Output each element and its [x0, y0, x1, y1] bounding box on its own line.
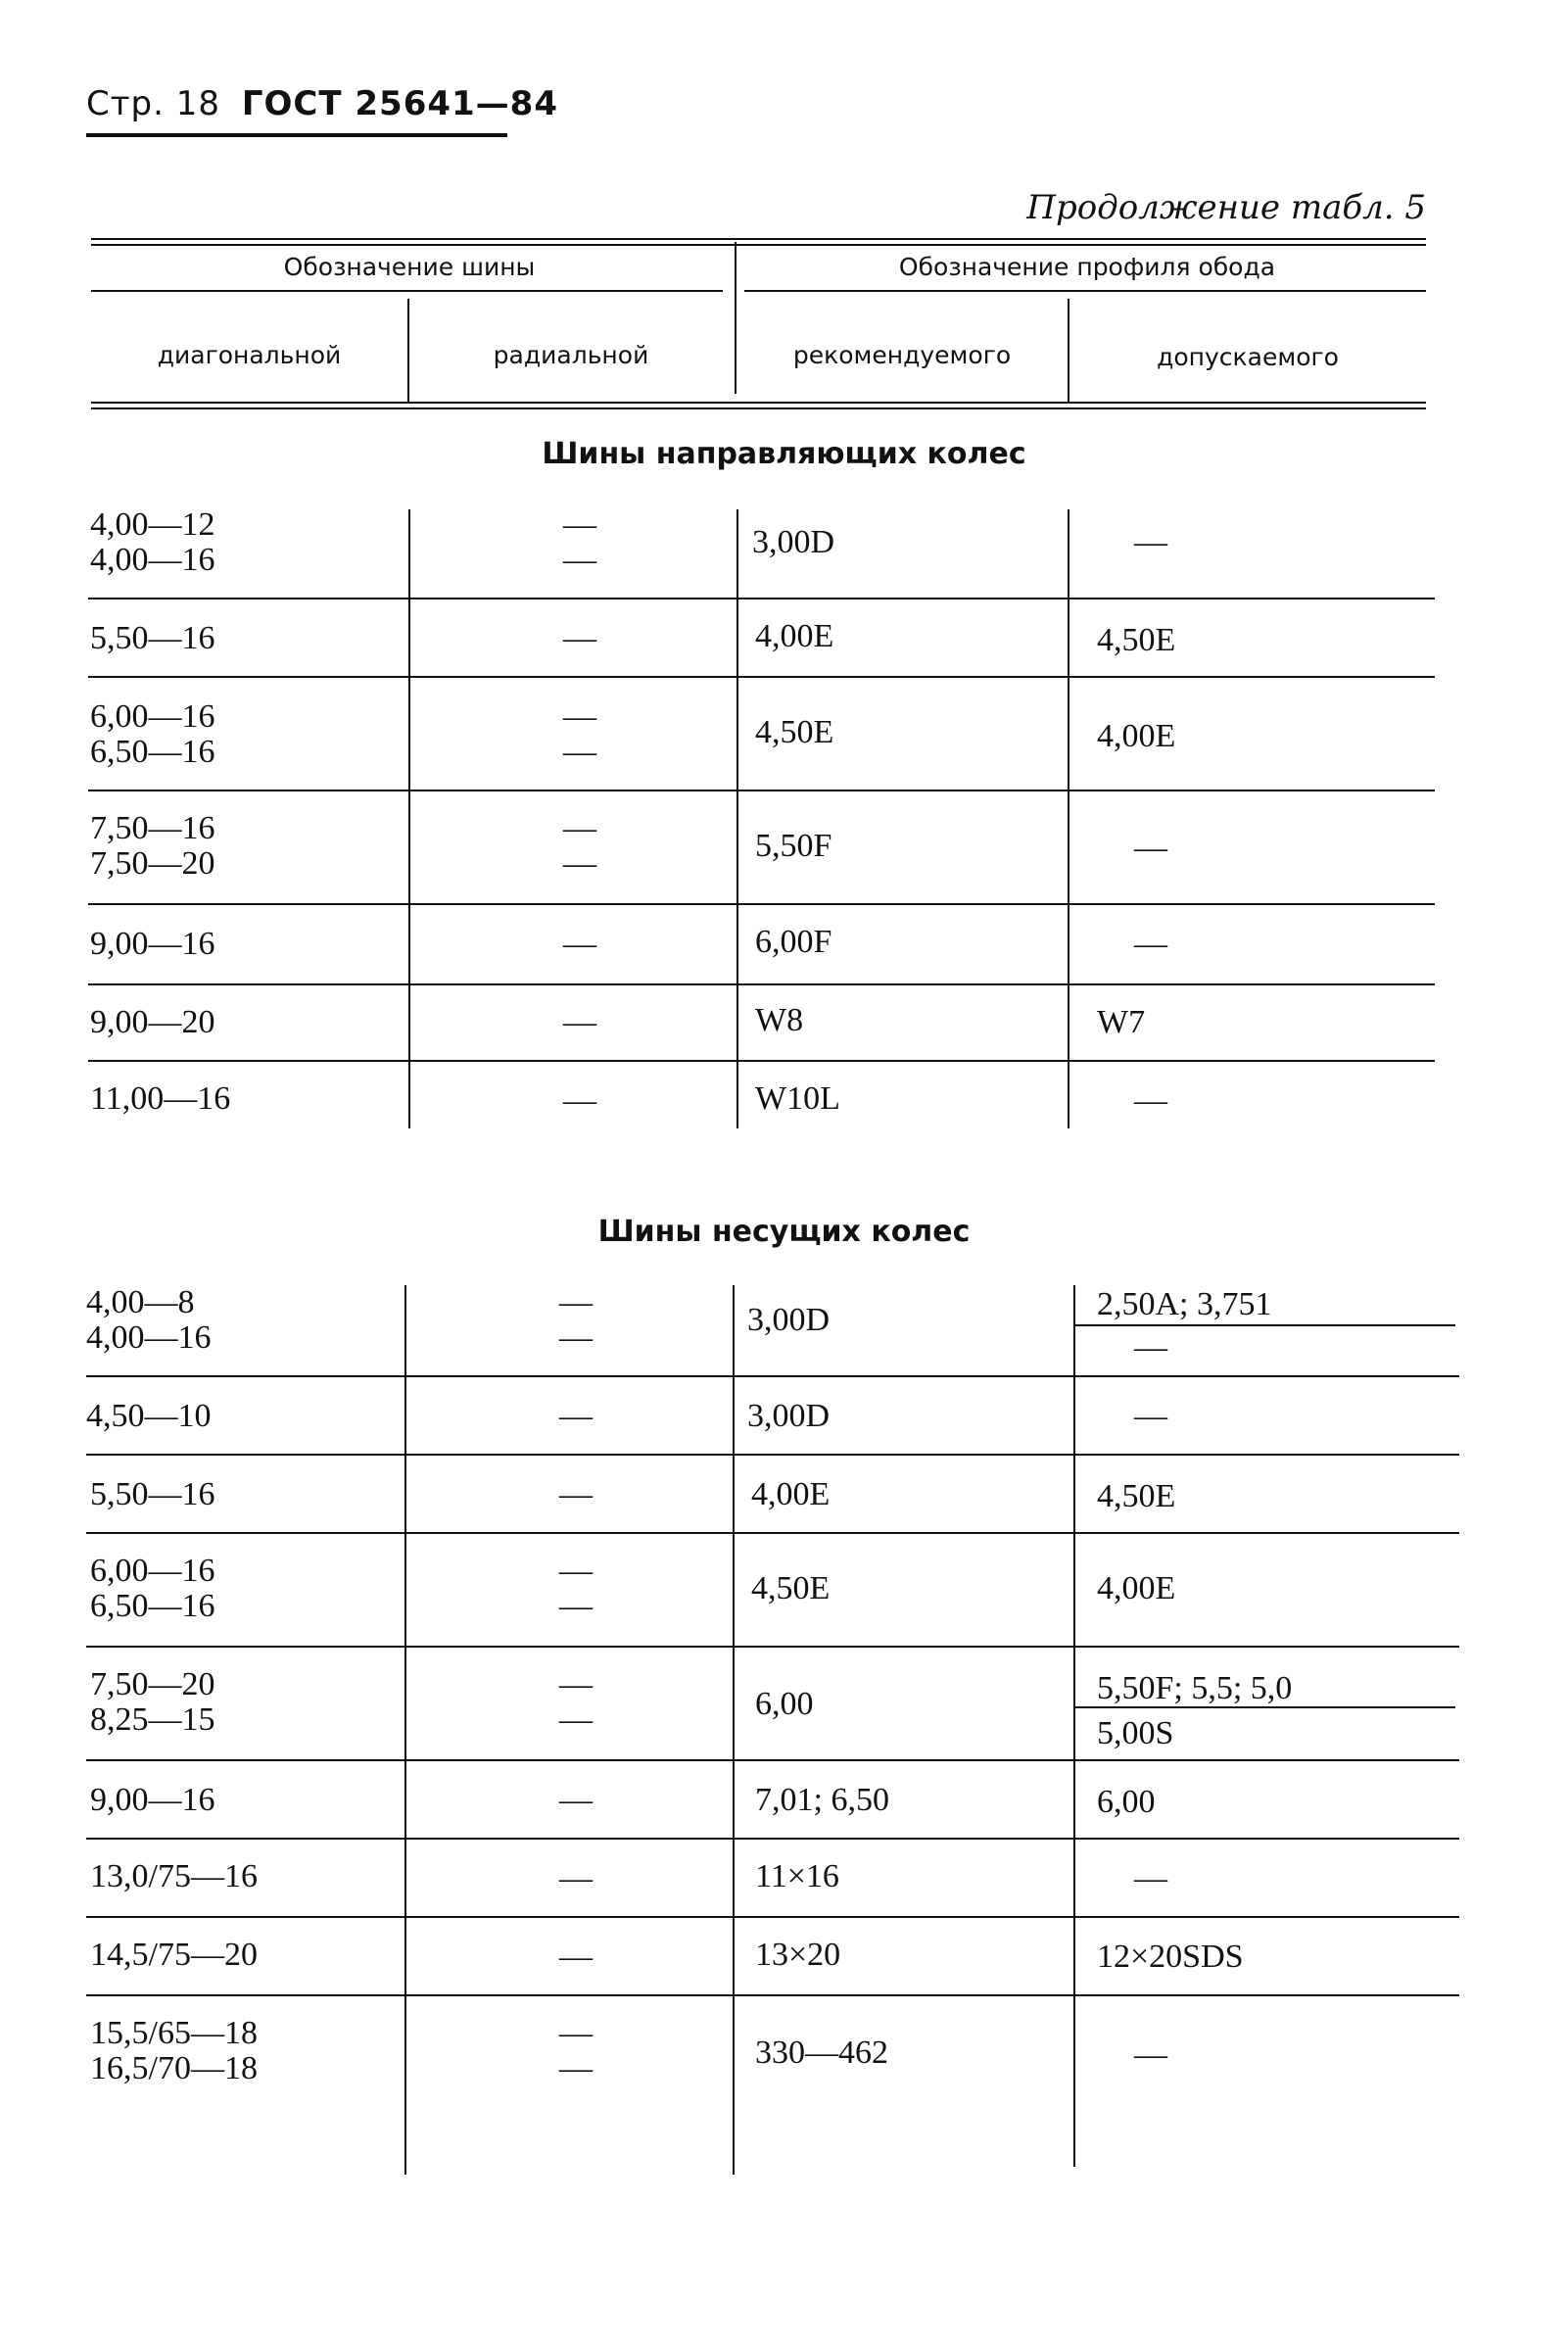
- diagonal-tire: 15,5/65—18: [90, 2015, 258, 2051]
- standard-code: ГОСТ 25641—84: [241, 84, 558, 123]
- permitted-rim: —: [1134, 1860, 1167, 1896]
- row-separator: [86, 1454, 1459, 1456]
- diagonal-tire: 9,00—20: [90, 1004, 215, 1040]
- diagonal-tire: 6,00—16: [90, 698, 215, 735]
- diagonal-tire: 6,50—16: [90, 1588, 215, 1624]
- radial-tire: —: [563, 1082, 596, 1119]
- row-separator: [88, 1060, 1435, 1062]
- section-title-guide-wheels: Шины направляющих колес: [542, 437, 1026, 471]
- permitted-rim: 2,50A; 3,751: [1097, 1286, 1272, 1322]
- row-separator: [88, 983, 1435, 985]
- table-top-rule: [91, 238, 1426, 240]
- header-bottom-rule: [91, 402, 1426, 404]
- header-divider: [735, 242, 736, 394]
- column-divider: [1068, 509, 1069, 1128]
- recommended-rim: 4,50E: [751, 1570, 831, 1606]
- radial-tire: —: [559, 1860, 593, 1896]
- row-separator: [86, 1916, 1459, 1918]
- radial-tire: —: [559, 1398, 593, 1434]
- diagonal-tire: 4,50—10: [86, 1398, 212, 1434]
- diagonal-tire: 16,5/70—18: [90, 2050, 258, 2086]
- recommended-rim: 5,50F: [755, 828, 832, 864]
- diagonal-tire: 13,0/75—16: [90, 1858, 258, 1894]
- column-divider: [1073, 1285, 1075, 2167]
- diagonal-tire: 9,00—16: [90, 1782, 215, 1818]
- header-recommended: рекомендуемого: [792, 341, 1012, 369]
- recommended-rim: 4,50E: [755, 714, 834, 750]
- column-divider: [408, 509, 410, 1128]
- page-number: Стр. 18: [86, 84, 221, 123]
- diagonal-tire: 7,50—20: [90, 1666, 215, 1702]
- recommended-rim: 13×20: [755, 1937, 841, 1973]
- table-top-rule: [91, 244, 1426, 246]
- continuation-label: Продолжение табл. 5: [1026, 188, 1426, 227]
- permitted-rim: W7: [1097, 1004, 1146, 1040]
- permitted-rim: 4,00E: [1097, 1570, 1176, 1606]
- permitted-rim: 5,50F; 5,5; 5,0: [1097, 1670, 1293, 1706]
- header-tire-group: Обозначение шины: [283, 253, 536, 281]
- recommended-rim: 6,00: [755, 1686, 814, 1722]
- header-subgroup-rule: [744, 290, 1426, 292]
- radial-tire: —: [559, 2050, 593, 2086]
- recommended-rim: 3,00D: [747, 1302, 831, 1338]
- diagonal-tire: 4,00—16: [86, 1319, 212, 1356]
- radial-tire: —: [559, 1284, 593, 1320]
- cell-inner-rule: [1075, 1324, 1455, 1326]
- row-separator: [86, 1994, 1459, 1996]
- header-bottom-rule: [91, 407, 1426, 409]
- recommended-rim: W8: [755, 1002, 804, 1038]
- row-separator: [88, 903, 1435, 905]
- diagonal-tire: 8,25—15: [90, 1701, 215, 1738]
- radial-tire: —: [559, 1588, 593, 1624]
- row-separator: [86, 1759, 1459, 1761]
- row-separator: [88, 790, 1435, 791]
- permitted-rim: 12×20SDS: [1097, 1939, 1244, 1975]
- header-permitted: допускаемого: [1157, 343, 1339, 371]
- diagonal-tire: 5,50—16: [90, 620, 215, 656]
- row-separator: [86, 1646, 1459, 1648]
- diagonal-tire: 11,00—16: [90, 1080, 231, 1117]
- recommended-rim: 7,01; 6,50: [755, 1782, 889, 1818]
- radial-tire: —: [559, 2015, 593, 2051]
- diagonal-tire: 9,00—16: [90, 926, 215, 962]
- permitted-rim: 4,50E: [1097, 1478, 1176, 1514]
- column-divider: [404, 1285, 406, 2175]
- diagonal-tire: 7,50—20: [90, 845, 215, 882]
- permitted-rim: 5,00S: [1097, 1715, 1174, 1751]
- recommended-rim: 4,00E: [751, 1476, 831, 1512]
- permitted-rim: —: [1134, 1082, 1167, 1119]
- radial-tire: —: [563, 926, 596, 962]
- header-rim-group: Обозначение профиля обода: [898, 253, 1276, 281]
- radial-tire: —: [559, 1782, 593, 1818]
- permitted-rim: —: [1134, 926, 1167, 962]
- permitted-rim: —: [1134, 1329, 1167, 1365]
- row-separator: [86, 1838, 1459, 1840]
- radial-tire: —: [563, 698, 596, 735]
- diagonal-tire: 5,50—16: [90, 1476, 215, 1512]
- radial-tire: —: [563, 734, 596, 770]
- diagonal-tire: 6,00—16: [90, 1553, 215, 1589]
- page-header: [86, 84, 558, 123]
- header-diagonal: диагональной: [157, 341, 342, 369]
- row-separator: [88, 598, 1435, 599]
- permitted-rim: —: [1134, 2036, 1167, 2073]
- recommended-rim: 4,00E: [755, 618, 834, 654]
- radial-tire: —: [559, 1476, 593, 1512]
- recommended-rim: 330—462: [755, 2035, 888, 2071]
- radial-tire: —: [563, 542, 596, 578]
- permitted-rim: 4,50E: [1097, 622, 1176, 658]
- permitted-rim: —: [1134, 1398, 1167, 1434]
- diagonal-tire: 14,5/75—20: [90, 1937, 258, 1973]
- diagonal-tire: 6,50—16: [90, 734, 215, 770]
- radial-tire: —: [563, 845, 596, 882]
- permitted-rim: —: [1134, 830, 1167, 866]
- permitted-rim: 4,00E: [1097, 718, 1176, 754]
- radial-tire: —: [563, 810, 596, 846]
- radial-tire: —: [559, 1666, 593, 1702]
- radial-tire: —: [563, 620, 596, 656]
- header-subgroup-rule: [91, 290, 723, 292]
- diagonal-tire: 7,50—16: [90, 810, 215, 846]
- radial-tire: —: [559, 1319, 593, 1356]
- radial-tire: —: [559, 1553, 593, 1589]
- header-radial: радиальной: [493, 341, 649, 369]
- recommended-rim: 11×16: [755, 1858, 839, 1894]
- recommended-rim: 3,00D: [747, 1398, 831, 1434]
- row-separator: [88, 676, 1435, 678]
- radial-tire: —: [559, 1939, 593, 1975]
- permitted-rim: —: [1134, 524, 1167, 560]
- recommended-rim: 6,00F: [755, 924, 832, 960]
- section-title-load-wheels: Шины несущих колес: [597, 1215, 971, 1249]
- radial-tire: —: [559, 1701, 593, 1738]
- column-divider: [733, 1285, 735, 2175]
- radial-tire: —: [563, 506, 596, 543]
- cell-inner-rule: [1075, 1706, 1455, 1708]
- permitted-rim: 6,00: [1097, 1784, 1156, 1820]
- column-divider: [736, 509, 738, 1128]
- diagonal-tire: 4,00—16: [90, 542, 215, 578]
- header-rule: [86, 133, 507, 137]
- radial-tire: —: [563, 1004, 596, 1040]
- diagonal-tire: 4,00—8: [86, 1284, 195, 1320]
- row-separator: [86, 1375, 1459, 1377]
- recommended-rim: 3,00D: [752, 524, 835, 560]
- diagonal-tire: 4,00—12: [90, 506, 215, 543]
- row-separator: [86, 1532, 1459, 1534]
- recommended-rim: W10L: [755, 1080, 840, 1117]
